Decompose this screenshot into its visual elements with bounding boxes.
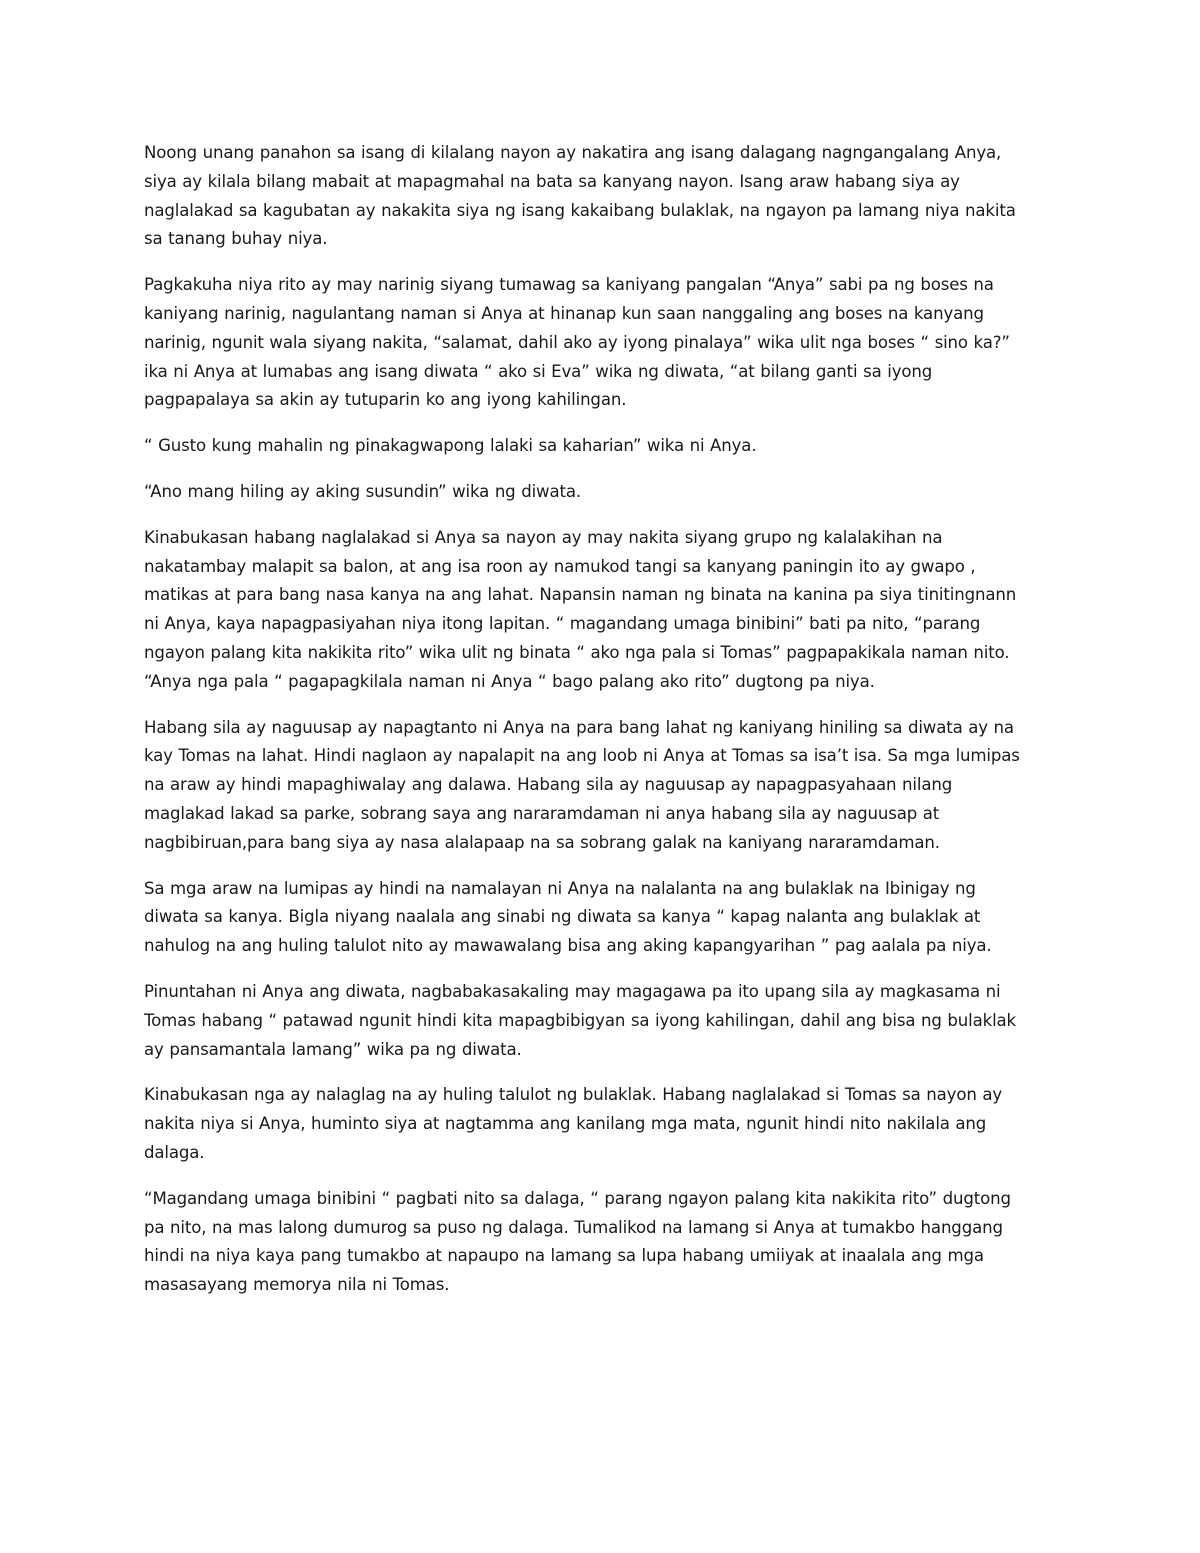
text-line: nagbibiruan,para bang siya ay nasa alalapaap na sa sobrang galak na kaniyang nararamdaman. (144, 832, 940, 852)
text-line: Kinabukasan nga ay nalaglag na ay huling talulot ng bulaklak. Habang naglalakad si Tomas sa nayon ay (144, 1085, 1003, 1105)
text-line: maglakad lakad sa parke, sobrang saya ang nararamdaman ni anya habang sila ay naguusap at (144, 803, 940, 823)
text-line: sa tanang buhay niya. (144, 229, 328, 249)
paragraph-5 (144, 524, 1050, 697)
text-line: matikas at para bang nasa kanya na ang lahat. Napansin naman ng binata na kanina pa siya tinitingnann (144, 585, 1017, 605)
text-line: Pagkakuha niya rito ay may narinig siyang tumawag sa kaniyang pangalan “Anya” sabi pa ng boses na (144, 275, 994, 295)
text-line: Pinuntahan ni Anya ang diwata, nagbabakasakaling may magagawa pa ito upang sila ay magkasama ni (144, 981, 1001, 1001)
paragraph-4 (144, 478, 1050, 507)
text-line: “ Gusto kung mahalin ng pinakagwapong lalaki sa kaharian” wika ni Anya. (144, 436, 757, 456)
text-line: na araw ay hindi mapaghiwalay ang dalawa. Habang sila ay naguusap ay napagpasyahaan nilang (144, 775, 953, 795)
text-line: nakatambay malapit sa balon, at ang isa roon ay namukod tangi sa kanyang paningin ito ay gwapo , (144, 556, 976, 576)
text-line: diwata sa kanya. Bigla niyang naalala ang sinabi ng diwata sa kanya “ kapag nalanta ang bulaklak at (144, 907, 981, 927)
text-line: dalaga. (144, 1142, 205, 1162)
text-line: naglalakad sa kagubatan ay nakakita siya ng isang kakaibang bulaklak, na ngayon pa lamang niya nakita (144, 200, 1016, 220)
text-line: siya ay kilala bilang mabait at mapagmahal na bata sa kanyang nayon. Isang araw habang siya ay (144, 171, 960, 191)
document-body (144, 139, 1050, 1300)
text-line: “Ano mang hiling ay aking susundin” wika ng diwata. (144, 481, 581, 501)
paragraph-2 (144, 271, 1050, 415)
text-line: nakita niya si Anya, huminto siya at nagtamma ang kanilang mga mata, ngunit hindi nito nakilala ang (144, 1114, 987, 1134)
text-line: Habang sila ay naguusap ay napagtanto ni Anya na para bang lahat ng kaniyang hiniling sa diwata ay na (144, 717, 1014, 737)
text-line: ay pansamantala lamang” wika pa ng diwata. (144, 1039, 522, 1059)
text-line: pagpapalaya sa akin ay tutuparin ko ang iyong kahilingan. (144, 390, 627, 410)
text-line: narinig, ngunit wala siyang nakita, “salamat, dahil ako ay iyong pinalaya” wika ulit nga boses “ sino ka?” (144, 332, 1010, 352)
paragraph-9 (144, 1081, 1050, 1167)
text-line: masasayang memorya nila ni Tomas. (144, 1275, 450, 1295)
text-line: Noong unang panahon sa isang di kilalang nayon ay nakatira ang isang dalagang nagngangalang Anya, (144, 143, 1002, 162)
paragraph-6 (144, 714, 1050, 858)
text-line: “Anya nga pala “ pagapagkilala naman ni Anya “ bago palang ako rito” dugtong pa niya. (144, 671, 875, 691)
paragraph-3 (144, 432, 1050, 461)
text-line: ngayon palang kita nakikita rito” wika ulit ng binata “ ako nga pala si Tomas” pagpapakikala naman nito. (144, 642, 1010, 662)
text-line: “Magandang umaga binibini “ pagbati nito sa dalaga, “ parang ngayon palang kita nakikita rito” dugtong (144, 1188, 1011, 1208)
text-line: Kinabukasan habang naglalakad si Anya sa nayon ay may nakita siyang grupo ng kalalakihan na (144, 527, 943, 547)
text-line: nahulog na ang huling talulot nito ay mawawalang bisa ang aking kapangyarihan ” pag aalala pa niya. (144, 936, 992, 956)
text-line: Sa mga araw na lumipas ay hindi na namalayan ni Anya na nalalanta na ang bulaklak na Ibinigay ng (144, 878, 976, 898)
text-line: kay Tomas na lahat. Hindi naglaon ay napalapit na ang loob ni Anya at Tomas sa isa’t isa. Sa mga lumipas (144, 746, 1020, 766)
text-line: ika ni Anya at lumabas ang isang diwata “ ako si Eva” wika ng diwata, “at bilang ganti sa iyong (144, 361, 933, 381)
text-line: ni Anya, kaya napagpasiyahan niya itong lapitan. “ magandang umaga binibini” bati pa nito, “parang (144, 614, 981, 634)
paragraph-7 (144, 875, 1050, 961)
paragraph-1 (144, 139, 1050, 254)
text-line: kaniyang narinig, nagulantang naman si Anya at hinanap kun saan nanggaling ang boses na kanyang (144, 303, 984, 323)
text-line: pa nito, na mas lalong dumurog sa puso ng dalaga. Tumalikod na lamang si Anya at tumakbo hanggang (144, 1217, 1003, 1237)
paragraph-8 (144, 978, 1050, 1064)
text-line: Tomas habang “ patawad ngunit hindi kita mapagbibigyan sa iyong kahilingan, dahil ang bisa ng bulaklak (144, 1010, 1017, 1030)
text-line: hindi na niya kaya pang tumakbo at napaupo na lamang sa lupa habang umiiyak at inaalala ang mga (144, 1246, 984, 1266)
paragraph-10 (144, 1185, 1050, 1300)
